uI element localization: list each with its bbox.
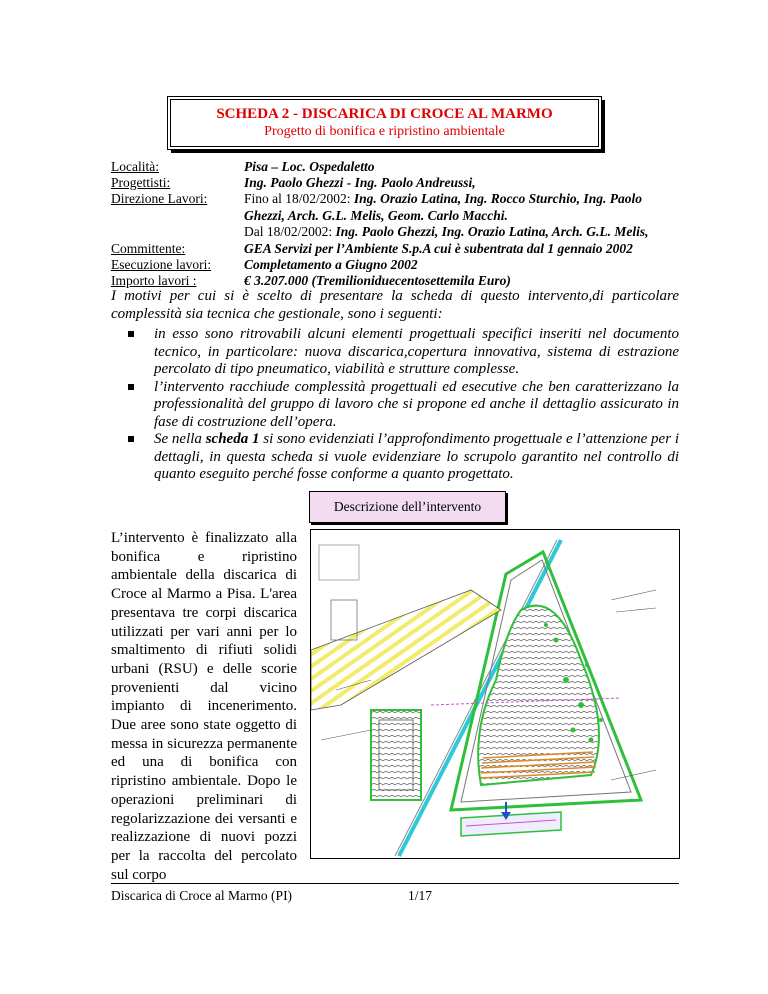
parcel-left: [371, 710, 421, 800]
list-item: [154, 431, 679, 484]
building: [319, 545, 359, 580]
hatched-area: [311, 590, 501, 710]
scheda1-reference: scheda 1: [205, 431, 260, 447]
localita-label: Località:: [111, 159, 159, 174]
footer-document-name: Discarica di Croce al Marmo (PI): [111, 888, 293, 903]
direzione-label: Direzione Lavori:: [111, 191, 208, 206]
bullet3-text-end: si sono evidenziati l’approfondimento progettuale e l’attenzione per i dettagli, in questa scheda si vuole evidenziare lo scrupolo garantito nel controllo di quanto eseguito perché fosse conforme a quanto progettato.: [154, 431, 680, 482]
progettisti-label: Progettisti:: [111, 175, 171, 190]
page-number: 1/17: [408, 888, 433, 903]
page-title: SCHEDA 2 - DISCARICA DI CROCE AL MARMO: [216, 106, 553, 122]
direzione-names-1: Ing. Orazio Latina, Ing. Rocco Sturchio, Ing. Paolo: [353, 191, 642, 206]
site-plan-figure: [310, 529, 680, 859]
direzione-names-3: Ing. Paolo Ghezzi, Ing. Orazio Latina, Arch. G.L. Melis,: [335, 224, 649, 239]
bullet3-text-start: Se nella: [154, 431, 206, 447]
esecuzione-label: Esecuzione lavori:: [111, 257, 212, 272]
list-item: l’intervento racchiude complessità progettuali ed esecutive che ben caratterizzano la professionalità del gruppo di lavoro che si propone ed anche il dettaglio assicurato in fase di costruzione dell’opera.: [154, 378, 679, 430]
esecuzione-value: Completamento a Giugno 2002: [244, 257, 418, 272]
committente-label: Committente:: [111, 241, 186, 256]
importo-value: € 3.207.000 (Tremilioniduecentosettemila Euro): [244, 273, 511, 288]
description-paragraph: L’intervento è finalizzato alla bonifica e ripristino ambientale della discarica di Croce al Marmo a Pisa. L'area presentava tre corpi discarica utilizzati per vari anni per lo smaltimento di rifiuti solidi urbani (RSU) e delle scorie provenienti dal vicino impianto di incenerimento. Due aree sono state oggetto di messa in sicurezza permanente ed una di bonifica con ripristino ambientale. Dopo le operazioni preliminari di regolarizzazione dei versanti e realizzazione di nuovi pozzi per la raccolta del percolato sul corpo: [111, 530, 297, 883]
localita-value: Pisa – Loc. Ospedaletto: [244, 159, 375, 174]
importo-label: Importo lavori :: [111, 273, 197, 288]
direzione-prefix-2: Dal 18/02/2002:: [244, 224, 336, 239]
footer-rule: [111, 883, 679, 884]
progettisti-value: Ing. Paolo Ghezzi - Ing. Paolo Andreussi,: [244, 175, 476, 190]
page-subtitle: Progetto di bonifica e ripristino ambientale: [264, 124, 505, 139]
list-item: in esso sono ritrovabili alcuni elementi progettuali specifici inseriti nel documento tecnico, in particolare: nuova discarica,copertura innovativa, sistema di estrazione percolato di tipo pneumatico, viabilità e strutture complesse.: [154, 326, 679, 377]
direzione-value: [244, 191, 714, 241]
direzione-prefix-1: Fino al 18/02/2002:: [244, 191, 354, 206]
intro-paragraph: I motivi per cui si è scelto di presentare la scheda di questo intervento,di particolare complessità sia tecnica che gestionale, sono i seguenti:: [111, 288, 679, 322]
committente-value: GEA Servizi per l’Ambiente S.p.A cui è subentrata dal 1 gennaio 2002: [244, 241, 633, 256]
section-heading: Descrizione dell’intervento: [333, 499, 482, 514]
motivation-list: [111, 326, 679, 484]
direzione-names-2: Ghezzi, Arch. G.L. Melis, Geom. Carlo Macchi.: [244, 207, 508, 223]
section-profile: [461, 812, 561, 836]
title-box: [167, 96, 602, 150]
site-plan-drawing: [311, 530, 679, 858]
